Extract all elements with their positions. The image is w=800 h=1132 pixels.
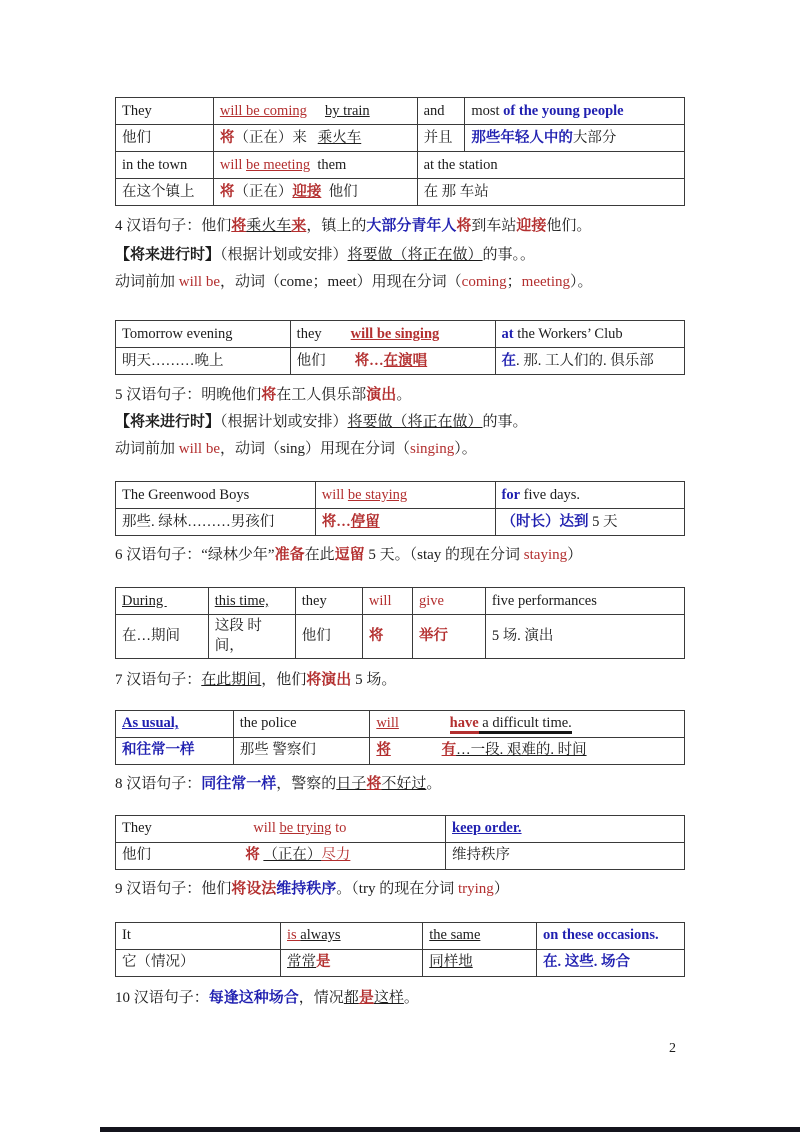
sentence-8 [115,774,685,795]
table-cell [116,179,214,206]
text-run: coming [461,274,507,290]
table-cell [465,98,685,125]
table-cell [417,179,684,206]
text-run [152,820,254,836]
table-cell [485,588,684,615]
table-row [116,321,685,348]
text-run: Tomorrow evening [122,325,233,342]
table-row [116,842,685,869]
text-run: 在这个镇上 [122,183,195,200]
text-run: 日子 [336,775,367,792]
sentence-6 [115,545,685,566]
sentence-10 [115,988,685,1009]
table-cell [116,922,281,949]
sentence-5 [115,385,685,406]
text-run: staying [523,547,568,563]
table-row [116,152,685,179]
text-run: 5 天 [588,513,618,530]
text-run: 5 场。 [351,671,397,688]
text-run: of the young people [503,102,624,119]
text-run: singing [410,441,455,457]
text-run: 都 [343,989,359,1006]
text-run: 同往常一样 [201,775,277,792]
table-cell [116,509,316,536]
text-run: （正在） [234,183,293,200]
text-run: 乘火车 [246,218,292,234]
text-run: 将 [366,775,382,792]
table-cell [116,98,214,125]
text-run: 迎接 [292,183,322,200]
table-cell [370,710,685,737]
text-run: The Greenwood Boys [122,486,250,503]
table-cell [537,922,685,949]
table-cell [213,152,417,179]
table-cell [213,98,417,125]
text-run: at the station [423,156,498,173]
text-run: 在此 [304,547,335,563]
text-run: 这样 [373,989,404,1006]
text-run: ，他们 [261,671,307,688]
table-cell [362,615,412,659]
table-cell [116,615,209,659]
text-run [321,184,328,200]
text-run: ） [493,880,509,897]
text-run: 和往常一样 [122,742,195,759]
text-run: 将 [368,628,384,645]
text-run: on these occasions. [543,927,659,944]
table-cell [116,125,214,152]
table-cell [446,815,685,842]
text-run [322,326,351,342]
table-sentence-10-analysis [115,922,685,977]
text-run: be trying [279,820,332,837]
text-run: 将要做（将正在做） [347,414,483,430]
table-cell [495,321,685,348]
table-cell [315,482,495,509]
table-cell [417,98,465,125]
table-sentence-4-analysis [115,97,685,206]
text-run: have [450,715,479,734]
text-run: 将 [456,218,472,234]
table-cell [423,949,537,976]
table-cell [495,482,684,509]
text-run: 维持秩序 [452,847,511,864]
table-row [116,737,685,764]
text-run: will [219,156,247,173]
text-run: keep order. [452,820,522,837]
document-content [115,97,685,1009]
text-run: 准备 [274,547,305,563]
text-run: 同样地 [429,954,473,971]
text-run: 【将来进行时】 [115,414,221,430]
text-run: ，情况 [298,989,344,1006]
table-cell [116,588,209,615]
table-cell [495,509,684,536]
text-run: the Workers’ Club [513,325,623,342]
text-run: 将… [321,513,351,530]
text-run: 到车站 [471,218,517,234]
table-row [116,815,685,842]
text-run: to [331,820,347,837]
text-run: will [321,486,348,503]
page-number: 2 [669,1041,676,1056]
table-cell [116,152,214,179]
text-run: will be [178,274,221,290]
text-run: 那些. 绿林………男孩们 [122,513,275,530]
text-run [326,353,355,369]
verb-note-1 [115,272,685,293]
text-run: 8 汉语句子： [115,775,202,792]
text-run: 在 那 车站 [423,183,489,200]
text-run: 将要做（将正在做） [347,247,483,263]
text-run: 他们 [301,628,331,645]
text-run: they [301,592,327,609]
text-run: 举行 [418,628,448,645]
table-sentence-7-analysis [115,587,685,659]
text-run: ）。 [570,274,593,290]
text-run: 演出 [366,387,397,403]
text-run: （正在） [263,847,322,864]
text-run: 的事。 [482,414,528,430]
text-run: will [368,592,392,609]
table-sentence-6-analysis [115,481,685,536]
table-cell [213,179,417,206]
text-run: ，动词（sing）用现在分词（ [220,441,411,457]
table-cell [116,710,234,737]
text-run: the same [429,927,481,944]
text-run: They [122,820,152,837]
text-run: 5 场. 演出 [491,628,554,645]
text-run: 停留 [350,513,380,530]
text-run: will be coming [219,102,307,119]
text-run: 在. 这些. 场合 [543,954,631,971]
text-run: （正在）来 [234,129,307,146]
table-row [116,615,685,659]
text-run: be staying [347,486,408,503]
text-run: they [296,325,322,342]
rule-note-2 [115,412,685,433]
text-run [391,742,442,758]
text-run: 这段 时间， [214,618,262,655]
text-run: is [287,927,301,944]
text-run: will [253,820,280,837]
table-cell [495,348,685,375]
text-run: 来 [291,218,307,234]
table-sentence-9-analysis [115,815,685,870]
table-cell [446,842,685,869]
text-run: 大部分 [572,129,617,146]
text-run: 那些年轻人中的 [471,129,573,146]
text-run: . 那. 工人们的. 俱乐部 [516,352,654,369]
table-cell [465,125,685,152]
text-run: …一段. 艰难的. 时间 [456,742,587,759]
table-cell [116,737,234,764]
text-run: 乘火车 [317,129,362,146]
table-row [116,588,685,615]
text-run: 5 天。（stay 的现在分词 [364,547,524,563]
table-cell [417,152,684,179]
text-run: by train [324,102,370,119]
verb-note-2 [115,439,685,460]
sentence-4 [115,216,685,237]
text-run: 将 [245,847,264,864]
text-run: 9 汉语句子：他们 [115,880,232,897]
sentence-7 [115,670,685,691]
table-cell [485,615,684,659]
text-run: will be [178,441,221,457]
text-run: 不好过 [381,775,427,792]
table-row [116,922,685,949]
text-run: 将 [219,129,235,146]
text-run: 将… [354,352,384,369]
text-run: ，镇上的 [306,218,367,234]
table-cell [233,710,370,737]
text-run: 动词前加 [115,274,179,290]
text-run: 7 汉语句子： [115,671,202,688]
text-run [151,847,245,863]
text-run: 6 汉语句子：“绿林少年” [115,547,275,563]
table-sentence-8-analysis [115,710,685,765]
text-run: 。 [403,989,419,1006]
text-run: 。（try 的现在分词 [336,880,458,897]
table-cell [233,737,370,764]
text-run: 他们 [122,847,151,864]
text-run: It [122,927,131,944]
table-cell [116,348,291,375]
text-run: ） [567,547,583,563]
table-row [116,348,685,375]
table-cell [281,922,423,949]
page-bottom-edge [100,1127,800,1132]
text-run: 明天………晚上 [122,352,224,369]
text-run: 10 汉语句子： [115,989,209,1006]
sentence-9 [115,879,685,900]
table-cell [281,949,423,976]
text-run: 那些 警察们 [239,742,316,759]
text-run: 是 [358,989,374,1006]
text-run: （时长）达到 [501,513,589,530]
text-run: They [122,102,152,119]
text-run: 他们 [122,129,151,146]
text-run: the police [239,715,297,732]
table-cell [295,588,362,615]
text-run: （根据计划或安排） [220,247,348,263]
table-sentence-5-analysis [115,320,685,375]
text-run: 尽力 [321,847,351,864]
text-run: meeting [521,274,570,290]
table-cell [213,125,417,152]
text-run: 将 [219,183,235,200]
table-cell [116,482,316,509]
text-run: and [423,102,445,119]
text-run: a difficult time. [479,715,572,734]
table-cell [423,922,537,949]
text-run: 有 [441,742,457,759]
table-cell [116,949,281,976]
text-run: 的事。。 [482,247,536,263]
text-run: 大部分青年人 [366,218,457,234]
table-cell [290,348,495,375]
text-run: ，警察的 [276,775,337,792]
text-run [307,130,318,146]
text-run: 在演唱 [383,352,428,369]
text-run: 他们 [328,183,358,200]
table-cell [412,588,485,615]
text-run: 并且 [423,129,453,146]
text-run: 在 [501,352,516,369]
table-row [116,125,685,152]
text-run: 将演出 [306,671,352,688]
text-run: 他们。 [546,218,592,234]
text-run: 将设法 [231,880,277,897]
text-run: 他们 [296,352,326,369]
table-cell [116,321,291,348]
text-run: During [122,592,167,609]
text-run: always [300,927,341,944]
text-run: （根据计划或安排） [220,414,348,430]
table-row [116,949,685,976]
table-row [116,482,685,509]
text-run: them [317,156,347,173]
text-run: five performances [491,592,597,609]
text-run: will [376,715,399,732]
text-run: 常常 [287,954,316,971]
text-run: 维持秩序 [276,880,337,897]
text-run: 。 [396,387,412,403]
text-run: 【将来进行时】 [115,247,221,263]
text-run: ，动词（come；meet）用现在分词（ [220,274,462,290]
text-run: for [501,486,521,503]
table-cell [290,321,495,348]
table-row [116,710,685,737]
rule-note-1 [115,245,685,266]
text-run: ； [506,274,522,290]
text-run [399,715,450,731]
text-run: 。 [426,775,442,792]
text-run: 在…期间 [122,628,180,645]
table-cell [295,615,362,659]
text-run: As usual, [122,715,179,732]
text-run: 逗留 [334,547,365,563]
table-cell [537,949,685,976]
table-cell [412,615,485,659]
text-run: 将 [231,218,247,234]
table-cell [417,125,465,152]
text-run: most [471,102,504,119]
text-run: will be singing [350,325,440,342]
table-cell [208,588,295,615]
table-cell [362,588,412,615]
text-run: give [418,592,444,609]
text-run: 在此期间 [201,671,262,688]
text-run: trying [457,880,494,897]
text-run: 将 [376,742,391,759]
table-cell [116,815,446,842]
text-run: at [501,325,514,342]
table-cell [116,842,446,869]
text-run: 是 [316,954,331,971]
table-cell [315,509,495,536]
text-run: 每逢这种场合 [208,989,299,1006]
text-run: 5 汉语句子：明晚他们 [115,387,262,403]
text-run: five days. [520,486,581,503]
text-run [307,103,325,119]
text-run: ）。 [454,441,477,457]
table-cell [208,615,295,659]
table-row [116,509,685,536]
table-row [116,98,685,125]
text-run: 迎接 [516,218,547,234]
table-cell [370,737,685,764]
text-run: 将 [261,387,277,403]
text-run: this time, [214,592,269,609]
table-row [116,179,685,206]
text-run: be meeting [246,156,311,173]
text-run: 在工人俱乐部 [276,387,367,403]
text-run: in the town [122,156,188,173]
text-run: 它（情况） [122,954,195,971]
text-run: 4 汉语句子：他们 [115,218,232,234]
text-run: 动词前加 [115,441,179,457]
